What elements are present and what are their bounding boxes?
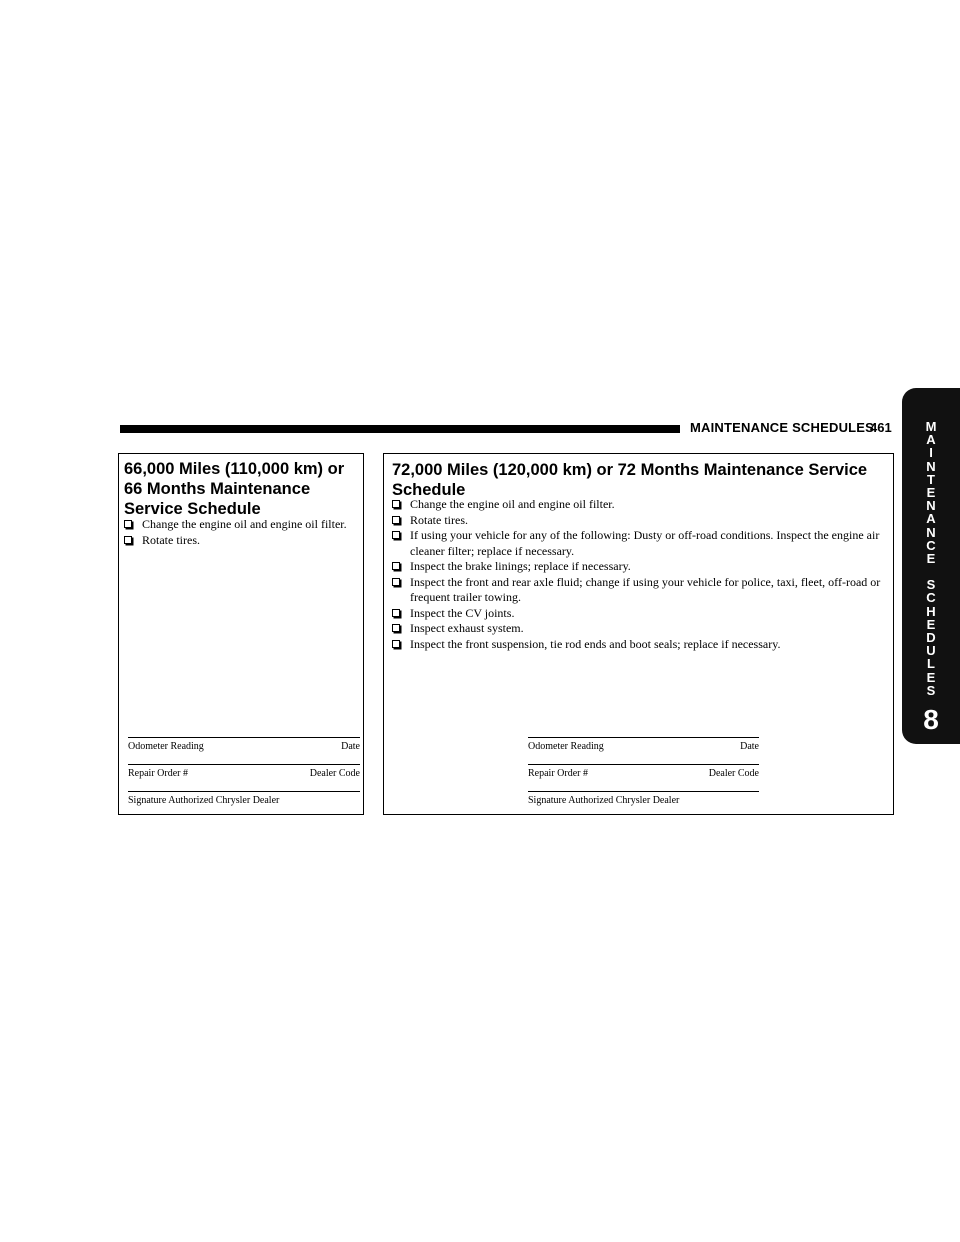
checklist-item	[124, 517, 354, 533]
checklist-item-text: If using your vehicle for any of the following: Dusty or off-road conditions. Inspect the engine air cleaner filter; replace if necessary.	[410, 528, 880, 558]
repair-order-label: Repair Order #	[528, 768, 588, 779]
tab-letter: T	[927, 471, 935, 487]
tab-letter: L	[927, 656, 935, 672]
checklist-item	[392, 621, 882, 637]
tab-letter: A	[926, 432, 936, 448]
signature-block	[128, 737, 360, 818]
checklist-item	[392, 497, 882, 513]
odometer-reading-label: Odometer Reading	[128, 741, 204, 752]
checklist-item	[392, 637, 882, 653]
checklist-item-text: Change the engine oil and engine oil filter.	[410, 497, 615, 511]
tab-letter: E	[926, 616, 936, 632]
schedule-title: 66,000 Miles (110,000 km) or 66 Months Maintenance Service Schedule	[124, 460, 345, 518]
checklist-item	[392, 575, 882, 606]
dealer-code-label: Dealer Code	[708, 768, 759, 779]
checkbox-icon[interactable]	[392, 516, 400, 524]
odometer-date-row[interactable]	[528, 737, 759, 764]
signature-row[interactable]	[128, 791, 360, 818]
schedule-box-72000	[383, 453, 894, 815]
chapter-side-tab	[902, 388, 960, 744]
section-title: MAINTENANCE SCHEDULES	[690, 420, 875, 435]
date-label: Date	[740, 741, 759, 752]
signature-row[interactable]	[528, 791, 759, 818]
checkbox-icon[interactable]	[392, 578, 400, 586]
checkbox-icon[interactable]	[392, 500, 400, 508]
checklist	[124, 517, 354, 548]
checklist-item-text: Inspect the front and rear axle fluid; change if using your vehicle for police, taxi, fleet, off-road or frequent trailer towing.	[410, 574, 881, 604]
checklist-item	[124, 533, 354, 549]
checklist-item-text: Change the engine oil and engine oil filter.	[142, 517, 347, 531]
tab-letter: U	[926, 643, 936, 659]
signature-label: Signature Authorized Chrysler Dealer	[528, 795, 680, 806]
odometer-reading-label: Odometer Reading	[528, 741, 604, 752]
checkbox-icon[interactable]	[392, 624, 400, 632]
repair-order-label: Repair Order #	[128, 768, 188, 779]
chapter-tab-letters	[902, 420, 960, 697]
checklist-item-text: Inspect exhaust system.	[410, 621, 524, 635]
tab-letter: C	[926, 537, 936, 553]
checklist-item-text: Rotate tires.	[410, 512, 468, 527]
repair-order-row[interactable]	[528, 764, 759, 791]
checkbox-icon[interactable]	[392, 640, 400, 648]
tab-letter: S	[926, 577, 936, 593]
tab-letter: M	[925, 419, 937, 434]
schedule-box-66000	[118, 453, 364, 815]
checklist-item	[392, 606, 882, 622]
tab-letter: D	[926, 630, 936, 645]
tab-letter: A	[926, 511, 936, 527]
tab-letter: S	[926, 682, 936, 698]
checkbox-icon[interactable]	[124, 520, 132, 528]
checklist	[392, 497, 882, 652]
checklist-item	[392, 559, 882, 575]
tab-letter: C	[926, 590, 936, 606]
tab-letter: E	[926, 550, 936, 566]
tab-letter: N	[926, 524, 936, 540]
signature-block	[528, 737, 759, 818]
header-rule-bar	[120, 425, 680, 433]
checkbox-icon[interactable]	[124, 536, 132, 544]
date-label: Date	[341, 741, 360, 752]
tab-letter: E	[926, 669, 936, 685]
tab-letter: E	[926, 484, 936, 500]
page-number: 461	[870, 420, 892, 435]
checklist-item-text: Rotate tires.	[142, 532, 200, 547]
tab-letter: N	[926, 458, 936, 474]
tab-letter: I	[929, 445, 933, 461]
chapter-number: 8	[923, 704, 939, 735]
checklist-item	[392, 528, 882, 559]
dealer-code-label: Dealer Code	[309, 768, 360, 779]
odometer-date-row[interactable]	[128, 737, 360, 764]
signature-label: Signature Authorized Chrysler Dealer	[128, 795, 280, 806]
checkbox-icon[interactable]	[392, 531, 400, 539]
checklist-item-text: Inspect the front suspension, tie rod ends and boot seals; replace if necessary.	[410, 636, 781, 651]
checkbox-icon[interactable]	[392, 562, 400, 570]
checkbox-icon[interactable]	[392, 609, 400, 617]
checklist-item	[392, 513, 882, 529]
checklist-item-text: Inspect the CV joints.	[410, 605, 515, 620]
tab-letter: H	[926, 603, 936, 619]
tab-letter: N	[926, 498, 936, 514]
repair-order-row[interactable]	[128, 764, 360, 791]
checklist-item-text: Inspect the brake linings; replace if necessary.	[410, 559, 631, 573]
schedule-title: 72,000 Miles (120,000 km) or 72 Months Maintenance Service Schedule	[392, 461, 868, 499]
